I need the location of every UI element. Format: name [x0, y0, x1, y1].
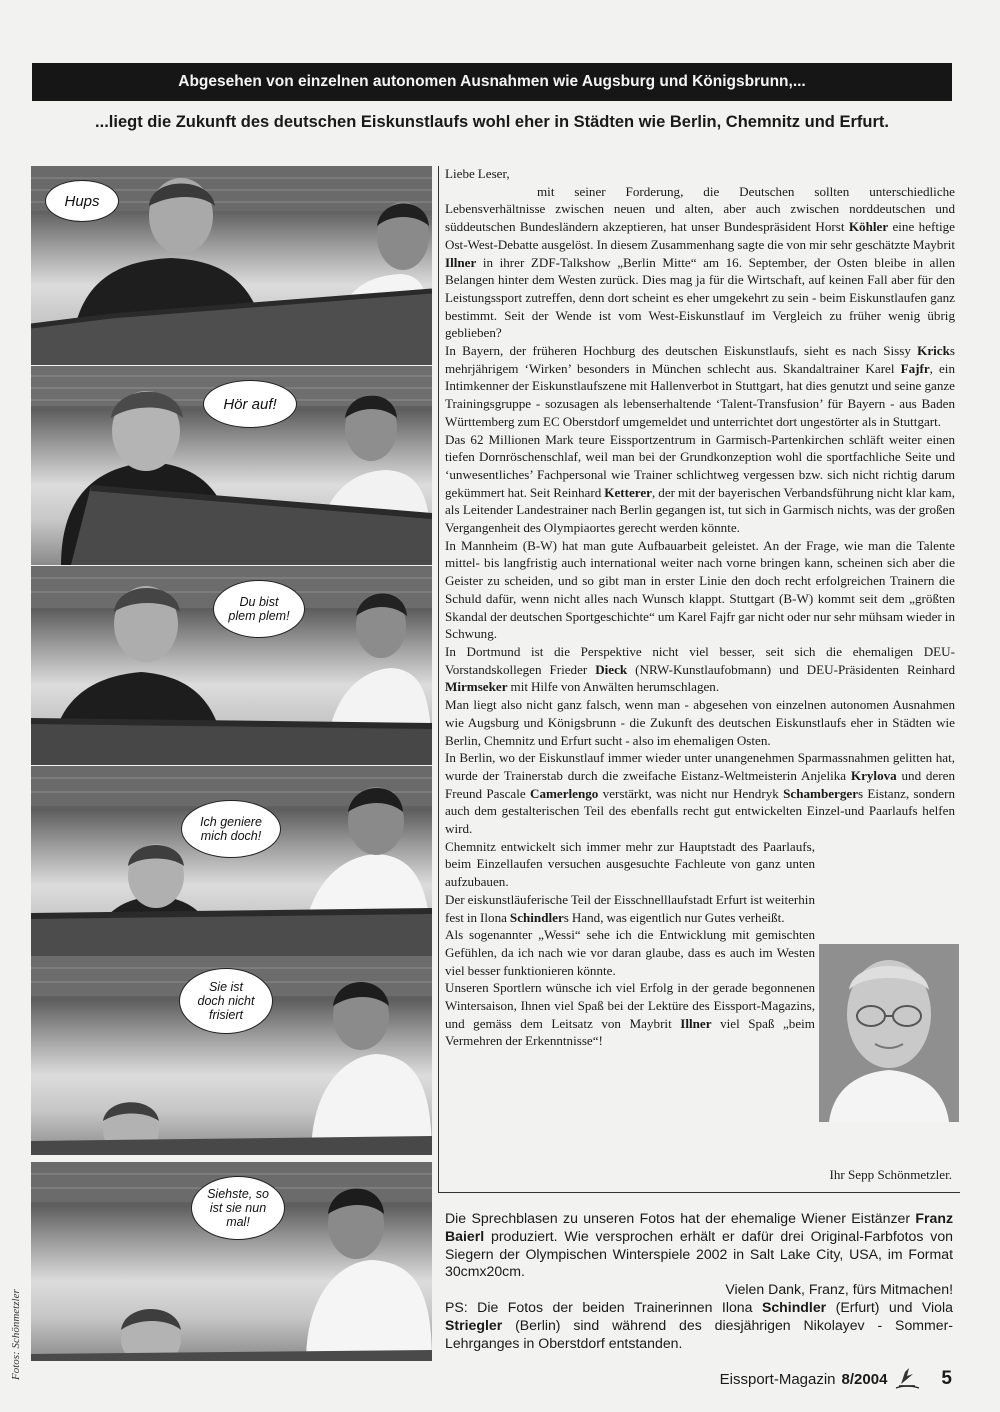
footer-notes [445, 1210, 953, 1352]
letter-paragraph-7: In Berlin, wo der Eiskunstlauf immer wieder unter unangenehmen Sparmassnahmen gelitten hat, wurde der Trainerstab durch die zweifache Eistanz-Weltmeisterin Anjelika Krylova und deren Freund Pascale Camerlengo verstärkt, was nicht nur Hendryk Schambergers Eistanz, sondern auch dem gestalterischen Teil des ebenfalls recht gut entwickelten Einzel-und Paarlaufs helfen wird. [445, 750, 956, 837]
letter-paragraph-8: Chemnitz entwickelt sich immer mehr zur Hauptstadt des Paarlaufs, beim Einzellaufen versuchen ausgesuchte Fachleute von ganz unten aufzubauen. [445, 838, 815, 890]
issue-number: 8/2004 [841, 1370, 888, 1388]
letter-signature: Ihr Sepp Schönmetzler. [829, 1167, 952, 1182]
letter-paragraph-11: Unseren Sportlern wünsche ich viel Erfolg in der gerade begonnenen Wintersaison, Ihnen viel Spaß bei der Lektüre des Eissport-Magazins, und gemäss dem Leitsatz von Maybrit Illner viel Spaß „beim Vermehren der Erkenntnisse“! [445, 980, 815, 1049]
skater-logo-icon [893, 1364, 921, 1394]
speech-bubble-6: Siehste, so ist sie nun mal! [191, 1176, 285, 1240]
magazine-name: Eissport-Magazin [719, 1370, 836, 1388]
letter-paragraph-5: In Dortmund ist die Perspektive nicht viel besser, seit sich die ehemaligen DEU-Vorstandskollegen Frieder Dieck (NRW-Kunstlaufobmann) und DEU-Präsidenten Reinhard Mirmseker mit Hilfe von Anwälten herumschlagen. [445, 643, 955, 695]
photo-5 [31, 956, 432, 1155]
speech-bubble-2: Hör auf! [203, 380, 297, 428]
photo-3 [31, 566, 432, 765]
speech-bubble-4: Ich geniere mich doch! [181, 800, 281, 858]
author-portrait [819, 944, 959, 1122]
speech-bubble-5: Sie ist doch nicht frisiert [179, 968, 273, 1034]
photo-4 [31, 766, 432, 965]
letter-paragraph-2: In Bayern, der früheren Hochburg des deutschen Eiskunstlaufs, sieht es nach Sissy Kricks mehrjährigem ‘Wirken’ besonders in München schlecht aus. Skandaltrainer Karel Fajfr, ein Intimkenner der Eiskunstlaufszene mit Hallenverbot in Stuttgart, hat dies genutzt und seine ganze Trainingsgruppe - sozusagen als lebenserhaltende ‘Talent-Transfusion’ für Bayern - aus Baden Württemberg zum EC Oberstdorf umgemeldet und unterrichtet dort ungestörter als in Stuttgart. [445, 343, 955, 429]
letter-paragraph-4: In Mannheim (B-W) hat man gute Aufbauarbeit geleistet. An der Frage, wie man die Talente mittel- bis langfristig auch international weiter nach vorne bringen kann, scheinen sich aber die Geister zu scheiden, und so gibt man in erster Linie den doch recht erfolgreichen Trainern die Schuld dafür, wenn nicht alles nach Wunsch klappt. Stuttgart (B-W) kommt seit dem „größten Skandal der deutschen Sportgeschichte“ um Karel Fajfr gar nicht oder nur sehr mühsam wieder in Schwung. [445, 537, 955, 642]
speech-bubble-3: Du bist plem plem! [213, 580, 305, 638]
speech-bubble-1: Hups [45, 180, 119, 222]
letter-paragraph-1: mit seiner Forderung, die Deutschen sollten unterschiedliche Lebensverhältnisse zwischen neuen und alten, aber auch zwischen norddeutschen und süddeutschen Bundesländern akzeptieren, hat unser Bundespräsident Horst Köhler eine heftige Ost-West-Debatte ausgelöst. In diesem Zusammenhang sagte die von mir sehr geschätzte Maybrit Illner in ihrer ZDF-Talkshow „Berlin Mitte“ am 16. September, der Osten bleibe in allen Belangen hinter dem Westen zurück. Dies mag ja für die Wirtschaft, auf keinen Fall aber für den Leistungssport zutreffen, denn dort scheint es eher umgekehrt zu sein - beim Eiskunstlaufen ganz bestimmt. Seit der Wende ist vom West-Eiskunstlauf im Vergleich zu früher wenig übrig geblieben? [445, 183, 955, 341]
photo-credit: Fotos: Schönmetzler [10, 1289, 22, 1380]
photo-6 [31, 1162, 432, 1361]
headline-banner: Abgesehen von einzelnen autonomen Ausnahmen wie Augsburg und Königsbrunn,... [32, 63, 952, 101]
photo-2 [31, 366, 432, 565]
author-portrait-image [819, 944, 959, 1122]
page-footer [720, 1364, 952, 1394]
headline-subtitle: ...liegt die Zukunft des deutschen Eiskunstlaufs wohl eher in Städten wie Berlin, Chemnitz und Erfurt. [95, 113, 889, 131]
editorial-letter [445, 165, 955, 1050]
photo-4-image [31, 766, 432, 965]
letter-paragraph-10: Als sogenannter „Wessi“ sehe ich die Entwicklung mit gemischten Gefühlen, da ich nach wie vor daran glaube, dass es auch im Westen viel besser funktionieren könnte. [445, 927, 815, 978]
note-bubbles: Die Sprechblasen zu unseren Fotos hat der ehemalige Wiener Eistänzer Franz Baierl produziert. Wie versprochen erhält er dafür drei Original-Farbfotos von Siegern der Olympischen Winterspiele 2002 in Salt Lake City, USA, im Format 30cmx20cm. [445, 1210, 953, 1280]
letter-paragraph-9: Der eiskunstläuferische Teil der Eisschnelllaufstadt Erfurt ist weiterhin fest in Ilona Schindlers Hand, was eigentlich nur Gutes verheißt. [445, 891, 815, 925]
page-number: 5 [941, 1368, 952, 1389]
letter-paragraph-3: Das 62 Millionen Mark teure Eissportzentrum in Garmisch-Partenkirchen schläft weiter einen tiefen Dornröschenschlaf, weil man bei der Grundkonzeption wohl die sportfachliche Seite und ‘unwesentliches’ Fachpersonal wie Trainer schlichtweg vergessen bzw. sich nicht richtig darum gekümmert hat. Seit Reinhard Ketterer, der mit der bayerischen Verbandsführung nicht klar kam, als Leitender Landestrainer nach Berlin gegangen ist, tut sich in Garmisch nichts, was der großen Vergangenheit des Olympiaortes gerecht werden könnte. [445, 431, 955, 536]
photo-1 [31, 166, 432, 365]
letter-greeting: Liebe Leser, [445, 166, 510, 181]
note-thanks: Vielen Dank, Franz, fürs Mitmachen! [725, 1281, 953, 1298]
letter-paragraph-6: Man liegt also nicht ganz falsch, wenn man - abgesehen von einzelnen autonomen Ausnahmen wie Augsburg und Königsbrunn - die Zukunft des deutschen Eiskunstlaufs eher in Städten wie Berlin, Chemnitz und Erfurt sucht - also im ehemaligen Osten. [445, 697, 955, 748]
note-ps: PS: Die Fotos der beiden Trainerinnen Ilona Schindler (Erfurt) und Viola Striegler (Berlin) sind während des diesjährigen Nikolayev - Sommer-Lehrganges in Oberstdorf entstanden. [445, 1298, 953, 1351]
